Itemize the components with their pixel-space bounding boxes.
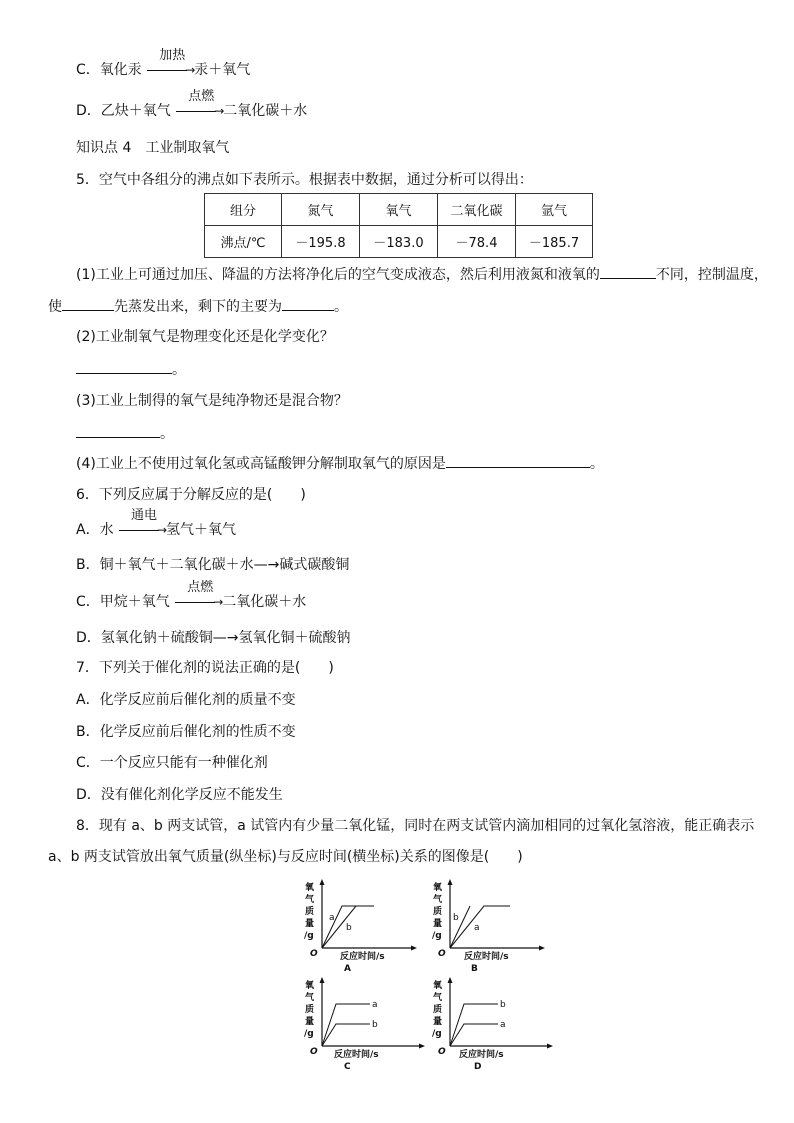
x-axis-label: 反应时间/s: [459, 1050, 504, 1060]
condition-label: 加热: [159, 48, 186, 63]
question-text: 先蒸发出来，剩下的主要为: [114, 299, 282, 315]
question-5-3-answer: [76, 423, 174, 444]
reactant-text: C．氧化汞: [76, 62, 147, 78]
question-6: 6．下列反应属于分解反应的是( ): [76, 487, 306, 503]
question-text: 。: [172, 362, 186, 378]
origin-label: O: [310, 1047, 318, 1057]
series-label: a: [500, 1020, 506, 1030]
option-7c-line: C．一个反应只能有一种催化剂: [76, 755, 268, 771]
answer-blank[interactable]: [76, 423, 160, 438]
reactant-text: C．甲烷＋氧气: [76, 594, 175, 610]
question-5: 5．空气中各组分的沸点如下表所示。根据表中数据，通过分析可以得出：: [76, 172, 533, 188]
option-6d-line: D．氢氧化钠＋硫酸铜—→氢氧化铜＋硫酸钠: [76, 630, 351, 646]
table-cell: 沸点/℃: [205, 226, 282, 258]
series-label: a: [329, 913, 335, 923]
question-8-cont: a、b 两支试管放出氧气质量(纵坐标)与反应时间(横坐标)关系的图像是( ): [48, 849, 523, 865]
question-5-2: (2)工业制氧气是物理变化还是化学变化？: [76, 329, 334, 345]
table-header-row: [205, 194, 593, 226]
question-text: 。: [589, 456, 604, 472]
option-6c-line: [76, 580, 307, 612]
y-axis-label: 氧气质量/g: [432, 883, 443, 941]
question-text: 。: [334, 299, 348, 315]
answer-blank[interactable]: [76, 359, 172, 374]
option-c-line: [76, 48, 251, 80]
product-text: 汞＋氧气: [194, 62, 251, 78]
condition-label: 点燃: [187, 580, 214, 595]
option-7b-line: B．化学反应前后催化剂的性质不变: [76, 724, 296, 740]
series-label: b: [453, 913, 459, 923]
series-label: b: [500, 1000, 506, 1010]
answer-blank[interactable]: [62, 296, 114, 311]
graph-letter: C: [344, 1062, 351, 1071]
product-text: 二氧化碳＋水: [222, 594, 307, 610]
question-text: (1)工业上可通过加压、降温的方法将净化后的空气变成液态，然后利用液氮和液氧的: [76, 267, 600, 283]
series-label: b: [346, 923, 352, 933]
reaction-arrow: 点燃 →: [175, 595, 221, 609]
option-6b-line: B．铜＋氧气＋二氧化碳＋水—→碱式碳酸铜: [76, 557, 350, 573]
x-axis-label: 反应时间/s: [340, 952, 385, 962]
table-cell: 二氧化碳: [438, 194, 516, 226]
table-cell: －78.4: [438, 226, 516, 258]
option-7a-line: A．化学反应前后催化剂的质量不变: [76, 692, 296, 708]
graph-letter: B: [471, 964, 478, 973]
answer-blank[interactable]: [282, 296, 334, 311]
question-5-3: (3)工业上制得的氧气是纯净物还是混合物？: [76, 393, 348, 409]
graph-d: [426, 976, 556, 1071]
graph-letter: D: [474, 1062, 482, 1071]
question-7: 7．下列关于催化剂的说法正确的是( ): [76, 660, 334, 676]
reaction-arrow: 通电 →: [119, 523, 165, 537]
option-d-line: [76, 89, 308, 121]
question-5-2-answer: [76, 359, 186, 380]
y-axis-label: 氧气质量/g: [304, 981, 315, 1039]
reaction-arrow: 点燃 →: [176, 104, 222, 118]
table-cell: 氩气: [516, 194, 593, 226]
reactant-text: A．水: [76, 522, 119, 538]
graph-a: [298, 878, 418, 973]
origin-label: O: [438, 1047, 446, 1057]
answer-blank[interactable]: [600, 264, 656, 279]
y-axis-label: 氧气质量/g: [432, 981, 443, 1039]
reactant-text: D．乙炔＋氧气: [76, 103, 176, 119]
knowledge-point-heading: 知识点 4 工业制取氧气: [76, 140, 230, 156]
product-text: 二氧化碳＋水: [223, 103, 308, 119]
option-7d-line: D．没有催化剂化学反应不能发生: [76, 787, 283, 803]
condition-label: 通电: [131, 508, 158, 523]
x-axis-label: 反应时间/s: [334, 1050, 379, 1060]
reaction-arrow: 加热 →: [147, 63, 193, 77]
series-label: a: [474, 923, 480, 933]
question-5-1-cont: [48, 296, 348, 317]
answer-blank[interactable]: [446, 453, 590, 468]
question-5-1: [76, 264, 768, 285]
table-cell: 氧气: [360, 194, 438, 226]
table-cell: －185.7: [516, 226, 593, 258]
series-label: b: [372, 1020, 378, 1030]
table-cell: －195.8: [282, 226, 360, 258]
table-row: [205, 226, 593, 258]
option-6a-line: [76, 508, 237, 540]
table-cell: －183.0: [360, 226, 438, 258]
table-cell: 氮气: [282, 194, 360, 226]
origin-label: O: [438, 949, 446, 959]
graph-letter: A: [344, 964, 351, 973]
product-text: 氢气＋氧气: [166, 522, 237, 538]
condition-label: 点燃: [188, 89, 215, 104]
question-text: 。: [160, 426, 174, 442]
question-text: 不同，控制温度，: [655, 267, 768, 283]
x-axis-label: 反应时间/s: [464, 952, 509, 962]
graph-c: [298, 976, 428, 1071]
table-cell: 组分: [205, 194, 282, 226]
series-label: a: [372, 1000, 378, 1010]
question-text: 使: [48, 299, 62, 315]
boiling-point-table: [204, 193, 593, 258]
question-5-4: [76, 453, 604, 474]
y-axis-label: 氧气质量/g: [304, 883, 315, 941]
origin-label: O: [310, 949, 318, 959]
question-8: 8．现有 a、b 两支试管，a 试管内有少量二氧化锰，同时在两支试管内滴加相同的过氧化氢溶液，能正确表示: [76, 818, 755, 834]
question-text: (4)工业上不使用过氧化氢或高锰酸钾分解制取氧气的原因是: [76, 456, 446, 472]
graph-b: [426, 878, 546, 973]
